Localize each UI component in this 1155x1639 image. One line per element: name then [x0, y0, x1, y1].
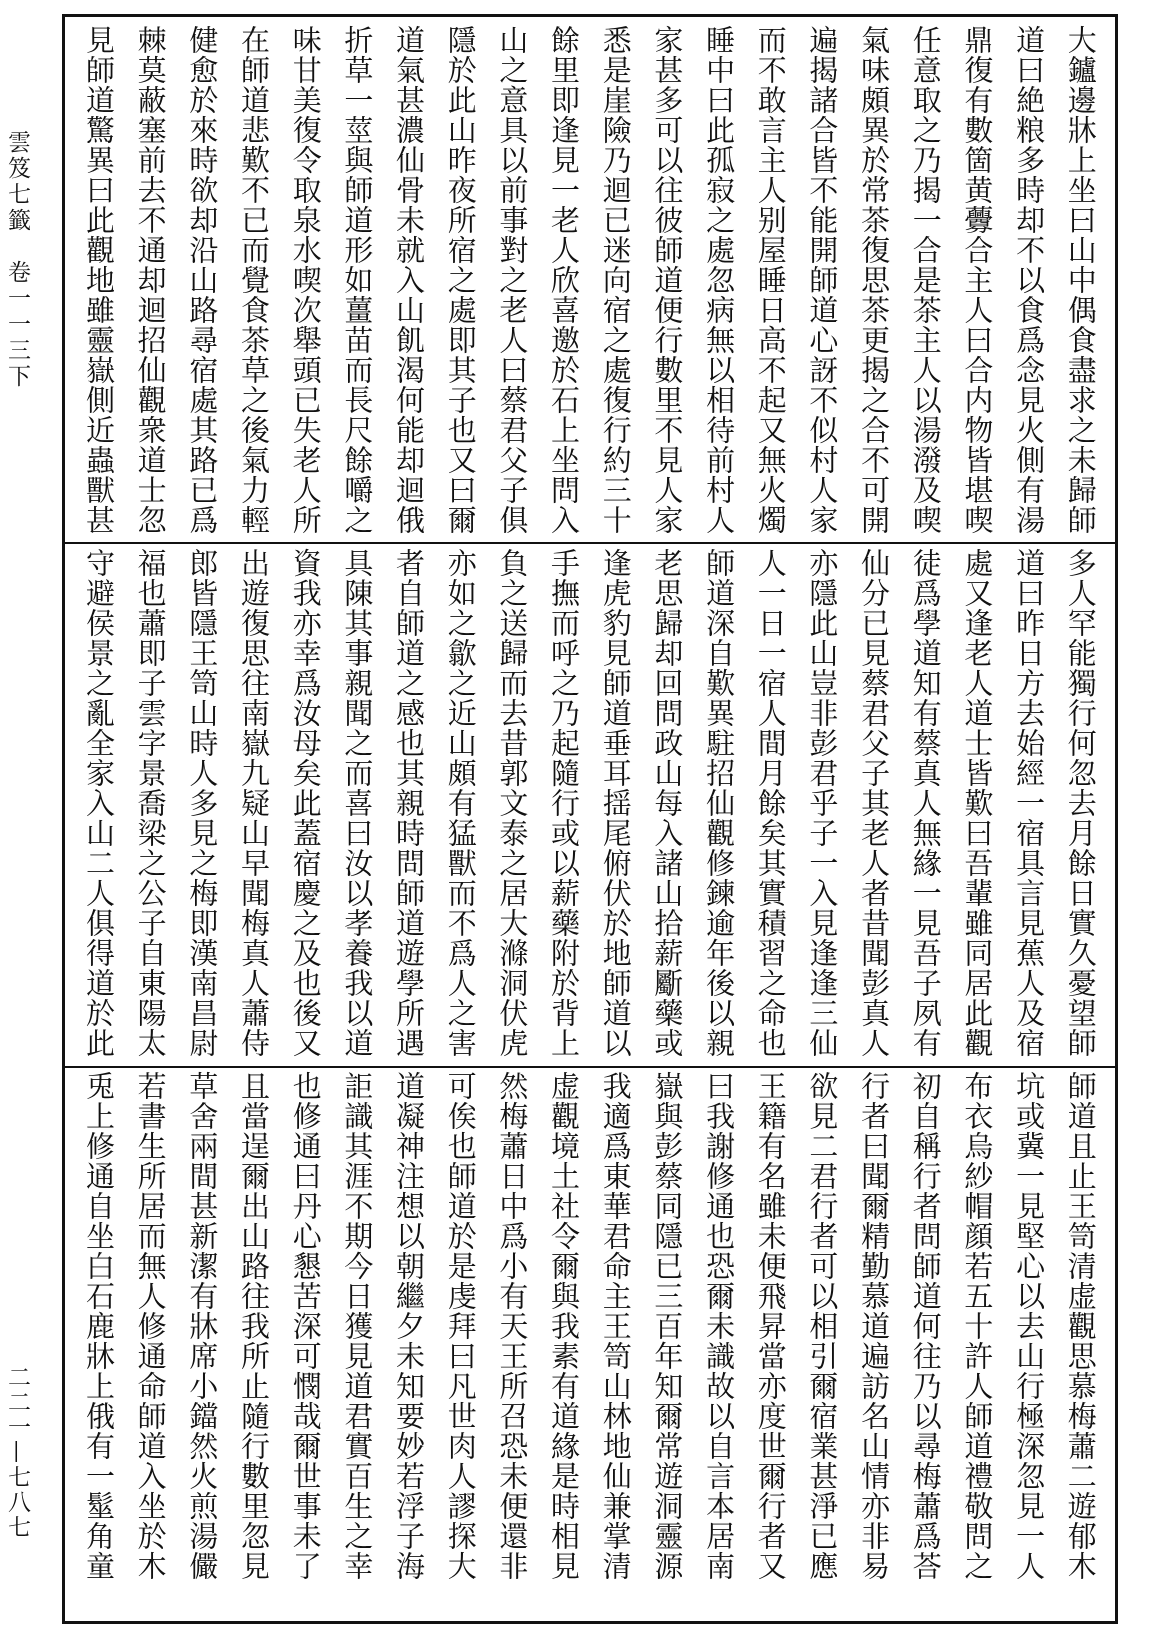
text-column: 仙分已見蔡君父子其老人者昔聞彭真人: [857, 548, 892, 1058]
text-column: 多人罕能獨行何忽去月餘日實久憂望師: [1063, 548, 1098, 1058]
text-column: 師道深自歎異駐招仙觀修鍊逾年後以親: [702, 548, 737, 1058]
text-column: 兎上修通自坐白石鹿牀上俄有一髽角童: [82, 1071, 116, 1581]
text-column: 師道且止王笥清虚觀思慕梅蕭二遊郁木: [1063, 1071, 1098, 1581]
text-column: 任意取之乃揭一合是茶主人以湯潑及喫: [908, 25, 943, 535]
text-column: 初自稱行者問師道何往乃以尋梅蕭爲荅: [908, 1071, 943, 1581]
text-column: 睡中曰此孤寂之處忽病無以相待前村人: [702, 25, 737, 535]
text-column: 老思歸却回問政山每入諸山拾薪斸藥或: [650, 548, 685, 1058]
section-divider-2: [65, 1066, 1115, 1068]
text-column: 徒爲學道知有蔡真人無緣一見吾子夙有: [908, 548, 943, 1058]
text-column: 資我亦幸爲汝母矣此蓋宿慶之及也後又: [288, 548, 323, 1058]
text-column: 隱於此山昨夜所宿之處即其子也又曰爾: [443, 25, 478, 535]
section-divider-1: [65, 542, 1115, 544]
text-column: 味甘美復令取泉水喫次舉頭已失老人所: [288, 25, 323, 535]
text-column: 若書生所居而無人修通命師道入坐於木: [133, 1071, 168, 1581]
text-section-1: [73, 25, 1107, 540]
text-section-2: [73, 548, 1107, 1063]
text-column: 健愈於來時欲却沿山路尋宿處其路已爲: [185, 25, 220, 535]
text-column: 行者曰聞爾精勤慕道遍訪名山情亦非易: [857, 1071, 892, 1581]
text-column: 人一日一宿人間月餘矣其實積習之命也: [753, 548, 788, 1058]
text-column: 道氣甚濃仙骨未就入山飢渴何能却迴俄: [392, 25, 427, 535]
margin-page-number: 二二一—七八七: [4, 1365, 30, 1540]
text-column: 出遊復思往南嶽九疑山早聞梅真人蕭侍: [237, 548, 272, 1058]
text-column: 遍揭諸合皆不能開師道心訝不似村人家: [805, 25, 840, 535]
text-column: 我適爲東華君命主王笥山林地仙兼掌清: [598, 1071, 633, 1581]
text-column: 家甚多可以往彼師道便行數里不見人家: [650, 25, 685, 535]
text-column: 郎皆隱王笥山時人多見之梅即漢南昌尉: [185, 548, 220, 1058]
text-column: 且當逞爾出山路往我所止隨行數里忽見: [237, 1071, 272, 1581]
text-column: 悉是崖險乃迴已迷向宿之處復行約三十: [598, 25, 633, 535]
text-column: 負之送歸而去昔郭文泰之居大滌洞伏虎: [495, 548, 530, 1058]
text-column: 嶽與彭蔡同隱已三百年知爾常遊洞靈源: [650, 1071, 685, 1581]
text-column: 然梅蕭日中爲小有天王所召恐未便還非: [495, 1071, 530, 1581]
text-column: 折草一莖與師道形如薑苗而長尺餘嚼之: [340, 25, 375, 535]
text-column: 欲見二君行者可以相引爾宿業甚淨已應: [805, 1071, 840, 1581]
text-column: 處又逢老人道士皆歎曰吾輩雖同居此觀: [960, 548, 995, 1058]
text-section-3: [73, 1071, 1107, 1611]
text-column: 也修通曰丹心懇苦深可憫哉爾世事未了: [288, 1071, 323, 1581]
text-column: 道曰昨日方去始經一宿具言見蕉人及宿: [1012, 548, 1047, 1058]
text-column: 亦隱此山豈非彭君乎子一入見逢逢三仙: [805, 548, 840, 1058]
text-column: 福也蕭即子雲字景喬梁之公子自東陽太: [133, 548, 168, 1058]
text-column: 大鑪邊牀上坐曰山中偶食盡求之未歸師: [1063, 25, 1098, 535]
margin-book-title: 雲笈七籤 卷一一三下: [4, 130, 30, 390]
text-column: 者自師道之感也其親時問師道遊學所遇: [392, 548, 427, 1058]
text-column: 曰我謝修通也恐爾未識故以自言本居南: [702, 1071, 737, 1581]
text-column: 具陳其事親聞之而喜曰汝以孝養我以道: [340, 548, 375, 1058]
text-column: 亦如之歙之近山頗有猛獸而不爲人之害: [443, 548, 478, 1058]
text-column: 王籍有名雖未便飛昇當亦度世爾行者又: [753, 1071, 788, 1581]
text-column: 布衣烏紗帽顔若五十許人師道禮敬問之: [960, 1071, 995, 1581]
text-column: 手撫而呼之乃起隨行或以薪藥附於背上: [547, 548, 582, 1058]
text-column: 而不敢言主人别屋睡日高不起又無火燭: [753, 25, 788, 535]
text-column: 道凝神注想以朝繼夕未知要妙若浮子海: [392, 1071, 427, 1581]
text-column: 氣味頗異於常茶復思茶更揭之合不可開: [857, 25, 892, 535]
text-column: 棘莫蔽塞前去不通却迴招仙觀衆道士忽: [133, 25, 168, 535]
text-column: 道曰絶粮多時却不以食爲念見火側有湯: [1012, 25, 1047, 535]
text-column: 山之意具以前事對之老人曰蔡君父子俱: [495, 25, 530, 535]
text-column: 見師道驚異曰此觀地雖靈嶽側近蟲獸甚: [82, 25, 116, 535]
text-column: 餘里即逢見一老人欣喜邀於石上坐問入: [547, 25, 582, 535]
text-column: 草舍兩間甚新潔有牀席小鐺然火煎湯儼: [185, 1071, 220, 1581]
text-column: 在師道悲歎不已而覺食茶草之後氣力輕: [237, 25, 272, 535]
text-column: 虚觀境土社令爾與我素有道緣是時相見: [547, 1071, 582, 1581]
text-column: 鼎復有數箇黄虋合主人曰合内物皆堪喫: [960, 25, 995, 535]
text-column: 逢虎豹見師道垂耳揺尾俯伏於地師道以: [598, 548, 633, 1058]
text-column: 坑或冀一見堅心以去山行極深忽見一人: [1012, 1071, 1047, 1581]
page-frame: [62, 14, 1118, 1624]
text-column: 詎識其涯不期今日獲見道君實百生之幸: [340, 1071, 375, 1581]
text-column: 可俟也師道於是虔拜曰凡世肉人謬探大: [443, 1071, 478, 1581]
text-column: 守避侯景之亂全家入山二人俱得道於此: [82, 548, 116, 1058]
